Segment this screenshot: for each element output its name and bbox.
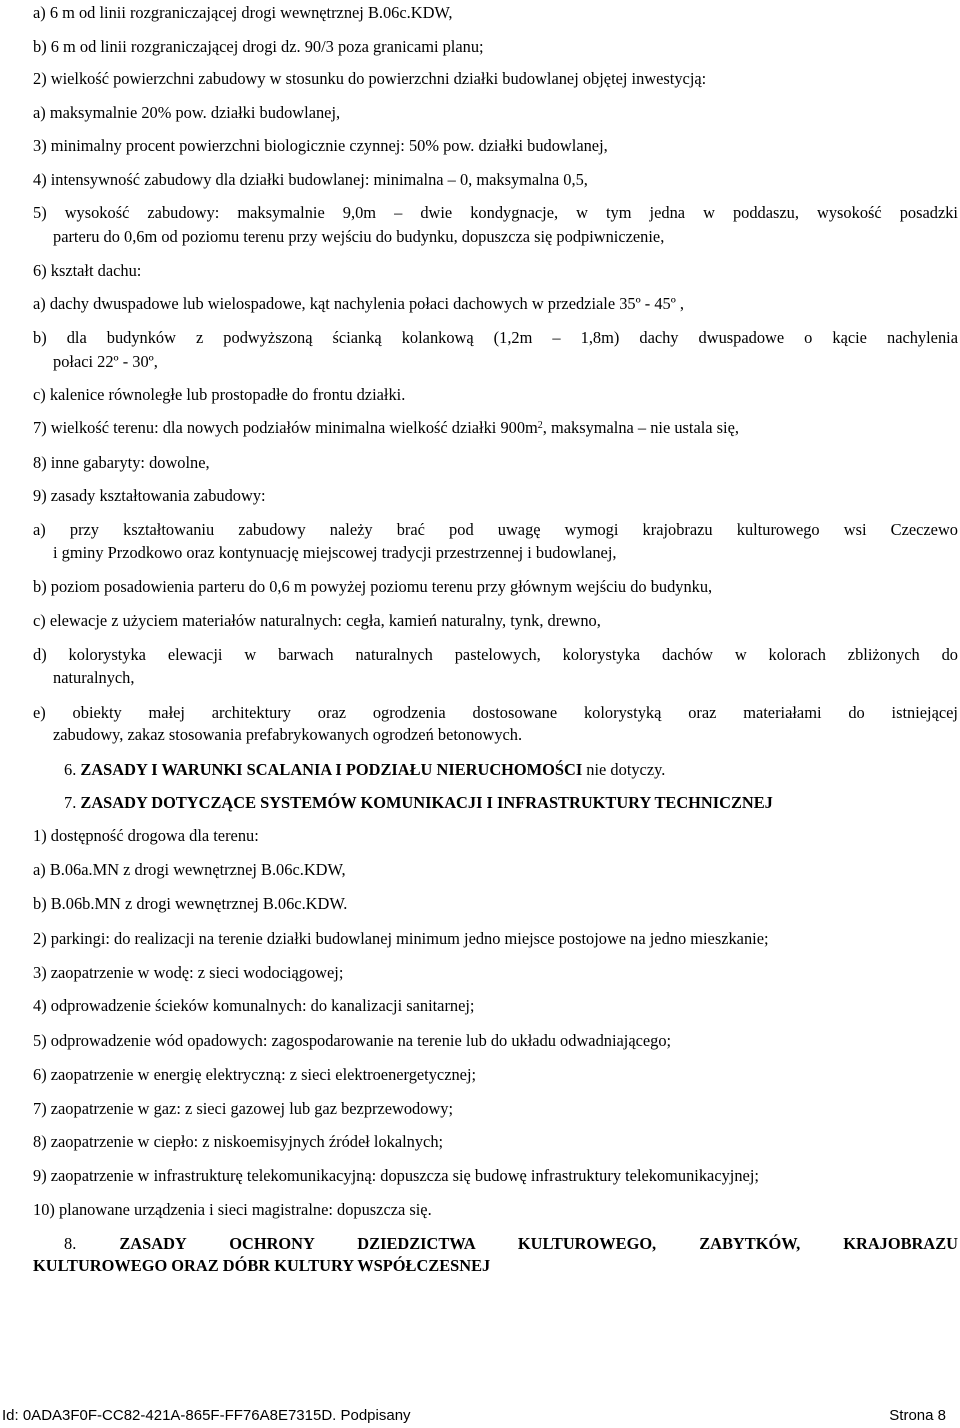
text-line: 6) kształt dachu: [33, 261, 142, 280]
text-line: 8) zaopatrzenie w ciepło: z niskoemisyjnych źródeł lokalnych; [33, 1132, 444, 1151]
text-line: 4) intensywność zabudowy dla działki budowlanej: minimalna – 0, maksymalna 0,5, [33, 170, 588, 189]
text-line: a) 6 m od linii rozgraniczającej drogi wewnętrznej B.06c.KDW, [33, 3, 453, 22]
text-line: a) dachy dwuspadowe lub wielospadowe, kąt nachylenia połaci dachowych w przedziale 35º - 45º , [33, 294, 684, 313]
text-line: 9) zaopatrzenie w infrastrukturę telekomunikacyjną: dopuszcza się budowę infrastruktury telekomunikacyjnej; [33, 1166, 759, 1185]
text-line: 3) zaopatrzenie w wodę: z sieci wodociągowej; [33, 963, 344, 982]
text-line: zabudowy, zakaz stosowania prefabrykowanych ogrodzeń betonowych. [53, 725, 523, 744]
text-line: a) przy kształtowaniu zabudowy należy brać pod uwagę wymogi krajobrazu kulturowego wsi Czeczewo [33, 520, 958, 539]
text-line: połaci 22º - 30º, [53, 352, 158, 371]
footer-document-id: Id: 0ADA3F0F-CC82-421A-865F-FF76A8E7315D. Podpisany [2, 1407, 411, 1424]
text-line: 8) inne gabaryty: dowolne, [33, 453, 210, 472]
text-line: a) B.06a.MN z drogi wewnętrznej B.06c.KDW, [33, 860, 346, 879]
text-line: e) obiekty małej architektury oraz ogrodzenia dostosowane kolorystyką oraz materiałami do istniejącej [33, 703, 958, 722]
text-line: c) kalenice równoległe lub prostopadłe do frontu działki. [33, 385, 406, 404]
text-line: d) kolorystyka elewacji w barwach naturalnych pastelowych, kolorystyka dachów w kolorach zbliżonych do [33, 645, 958, 664]
text-line: 6) zaopatrzenie w energię elektryczną: z sieci elektroenergetycznej; [33, 1065, 477, 1084]
text-line: a) maksymalnie 20% pow. działki budowlanej, [33, 103, 341, 122]
text-line: b) B.06b.MN z drogi wewnętrznej B.06c.KDW. [33, 894, 348, 913]
text-line: 1) dostępność drogowa dla terenu: [33, 826, 259, 845]
text-line: c) elewacje z użyciem materiałów naturalnych: cegła, kamień naturalny, tynk, drewno, [33, 611, 601, 630]
footer-page-number: Strona 8 [889, 1407, 946, 1424]
text-line: 3) minimalny procent powierzchni biologicznie czynnej: 50% pow. działki budowlanej, [33, 136, 608, 155]
text-line: 9) zasady kształtowania zabudowy: [33, 486, 266, 505]
text-line: 2) wielkość powierzchni zabudowy w stosunku do powierzchni działki budowlanej objętej inwestycją: [33, 69, 707, 88]
section-heading: 7. ZASADY DOTYCZĄCE SYSTEMÓW KOMUNIKACJI I INFRASTRUKTURY TECHNICZNEJ [64, 793, 773, 812]
text-line: i gminy Przodkowo oraz kontynuację miejscowej tradycji przestrzennej i budowlanej, [53, 543, 617, 562]
text-line: 7) zaopatrzenie w gaz: z sieci gazowej lub gaz bezprzewodowy; [33, 1099, 454, 1118]
section-heading: 8. ZASADY OCHRONY DZIEDZICTWA KULTUROWEGO, ZABYTKÓW, KRAJOBRAZU [64, 1234, 959, 1253]
text-line: b) 6 m od linii rozgraniczającej drogi dz. 90/3 poza granicami planu; [33, 37, 484, 56]
text-line: naturalnych, [53, 668, 135, 687]
text-line: parteru do 0,6m od poziomu terenu przy wejściu do budynku, dopuszcza się podpiwniczenie, [53, 227, 665, 246]
text-line: 7) wielkość terenu: dla nowych podziałów minimalna wielkość działki $900m^2$, maksymalna – nie ustala się, [33, 418, 739, 437]
text-line: b) poziom posadowienia parteru do 0,6 m powyżej poziomu terenu przy głównym wejściu do budynku, [33, 577, 713, 596]
text-line: b) dla budynków z podwyższoną ścianką kolankową (1,2m – 1,8m) dachy dwuspadowe o kącie nachylenia [33, 328, 958, 347]
text-line: 2) parkingi: do realizacji na terenie działki budowlanej minimum jedno miejsce postojowe na jedno mieszkanie; [33, 929, 769, 948]
text-line: 5) odprowadzenie wód opadowych: zagospodarowanie na terenie lub do układu odwadniającego; [33, 1031, 672, 1050]
text-line: 5) wysokość zabudowy: maksymalnie 9,0m – dwie kondygnacje, w tym jedna w poddaszu, wysokość posadzki [33, 203, 958, 222]
section-heading: KULTUROWEGO ORAZ DÓBR KULTURY WSPÓŁCZESNEJ [33, 1256, 491, 1275]
text-line: 4) odprowadzenie ścieków komunalnych: do kanalizacji sanitarnej; [33, 996, 475, 1015]
section-heading: 6. ZASADY I WARUNKI SCALANIA I PODZIAŁU NIERUCHOMOŚCI nie dotyczy. [64, 760, 666, 779]
text-line: 10) planowane urządzenia i sieci magistralne: dopuszcza się. [33, 1200, 432, 1219]
